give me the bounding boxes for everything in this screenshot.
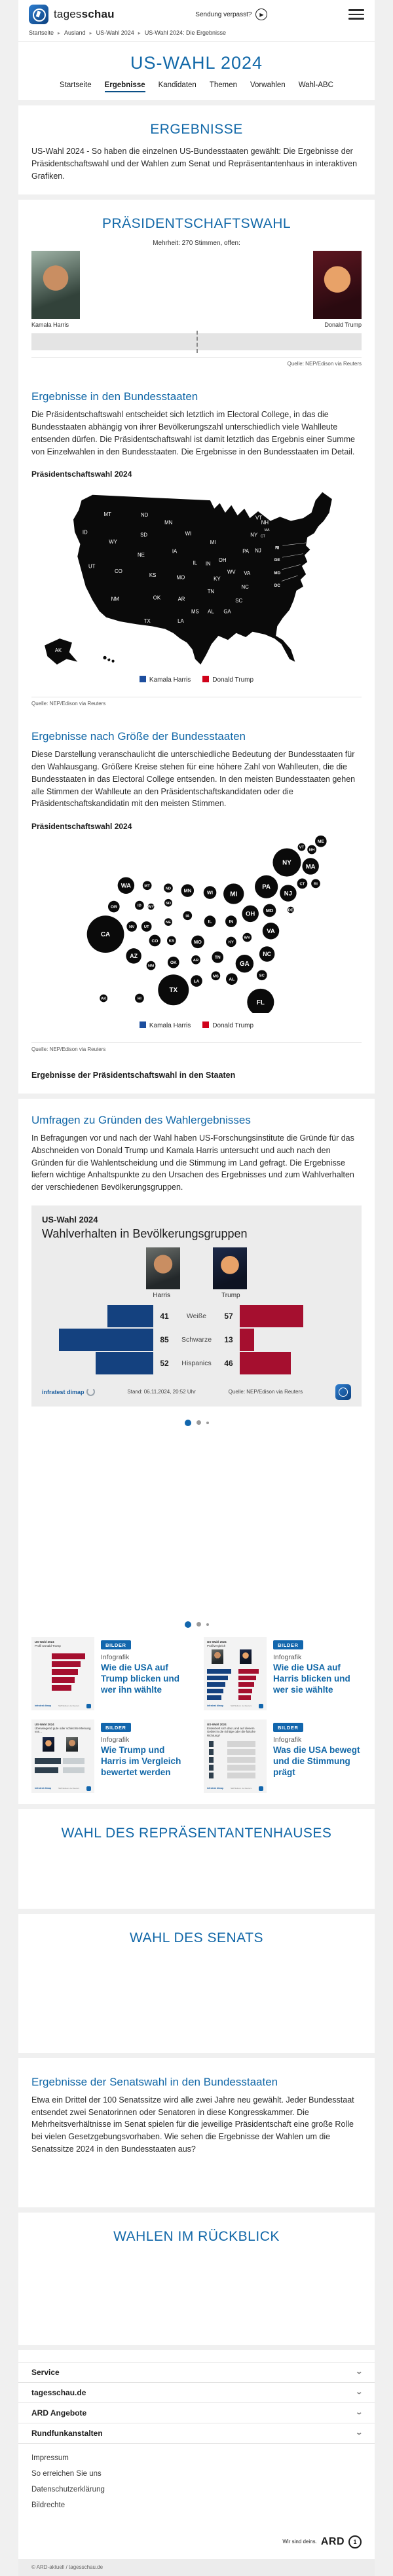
hamburger-icon[interactable] <box>348 9 364 20</box>
state-label-MS: MS <box>191 608 199 615</box>
teaser-thumbnail <box>204 1720 267 1793</box>
state-label-AL: AL <box>208 608 214 615</box>
state-label-NH: NH <box>261 519 269 526</box>
ergebnisse-title: ERGEBNISSE <box>150 122 243 137</box>
state-label-MN: MN <box>164 519 173 526</box>
bubble-legend <box>31 1016 362 1036</box>
breadcrumb-item[interactable]: Startseite <box>29 29 54 36</box>
thumb-logo-icon <box>86 1704 91 1708</box>
harris-mini-photo <box>146 1247 180 1289</box>
state-label-ND: ND <box>140 512 149 519</box>
teaser-body <box>273 1637 362 1710</box>
tab-ergebnisse[interactable]: Ergebnisse <box>105 81 145 92</box>
callout-DE: DE <box>274 558 280 563</box>
teaser-kicker: Infografik <box>273 1653 302 1661</box>
bubble-TN: TN <box>214 955 221 961</box>
legend-item: Donald Trump <box>202 676 253 684</box>
bubble-MN: MN <box>183 887 192 894</box>
chevron-down-icon: ⌄ <box>354 2409 363 2416</box>
bubble-OH: OH <box>246 910 255 918</box>
legend-item: Kamala Harris <box>140 676 191 684</box>
thumb-sketch <box>35 1736 91 1784</box>
teaser-body <box>273 1720 362 1793</box>
category-label: Weiße <box>186 1312 207 1320</box>
state-label-CA: CA <box>48 571 56 578</box>
bubble-DE: DE <box>288 908 293 913</box>
thumb-footer <box>35 1704 91 1708</box>
footer-accordion-label: Service <box>31 2367 60 2377</box>
state-label-MT: MT <box>103 511 111 518</box>
chevron-down-icon: ⌄ <box>354 2368 363 2376</box>
tab-kandidaten[interactable]: Kandidaten <box>158 81 196 89</box>
bubble-MI: MI <box>230 891 238 898</box>
teaser-body <box>101 1637 189 1710</box>
state-label-KS: KS <box>149 572 157 579</box>
bubble-MS: MS <box>212 974 219 979</box>
bubble-IL: IL <box>208 919 212 925</box>
harris-column-label: Harris <box>153 1291 171 1299</box>
us-map-silhouette <box>73 492 332 665</box>
breadcrumb-separator-icon: ▸ <box>58 29 61 36</box>
bubble-AL: AL <box>229 977 235 982</box>
bubble-MA: MA <box>305 863 316 871</box>
trump-bar <box>240 1329 351 1351</box>
state-label-UT: UT <box>88 563 96 570</box>
demographics-row <box>42 1352 351 1375</box>
state-label-SD: SD <box>140 532 148 538</box>
bubble-GA: GA <box>240 961 250 968</box>
state-label-KY: KY <box>214 576 221 582</box>
thumb-kicker: US-Wahl 2024 <box>35 1640 54 1644</box>
state-label-MI: MI <box>210 540 216 546</box>
thumb-kicker: US-Wahl 2024 <box>207 1640 227 1644</box>
bubble-TX: TX <box>169 987 178 995</box>
teaser-thumbnail <box>31 1720 94 1793</box>
trump-value: 57 <box>224 1311 233 1321</box>
tab-vorwahlen[interactable]: Vorwahlen <box>250 81 286 89</box>
teaser-thumbnail <box>31 1637 94 1710</box>
bubble-OR: OR <box>110 904 117 910</box>
trump-name: Donald Trump <box>324 322 362 329</box>
harris-value: 41 <box>160 1311 169 1321</box>
state-label-AK: AK <box>54 648 62 654</box>
page-title: US-WAHL 2024 <box>130 53 263 73</box>
legend-item: Donald Trump <box>202 1021 253 1029</box>
ard-logo-icon: 1 <box>348 2535 362 2548</box>
bubble-VA: VA <box>267 928 275 936</box>
bubble-UT: UT <box>143 925 149 929</box>
state-label-LA: LA <box>178 618 184 625</box>
bubble-WV: WV <box>244 936 251 940</box>
carousel-dot-3[interactable] <box>206 1422 209 1424</box>
bubble-FL: FL <box>256 999 265 1006</box>
trump-value: 46 <box>224 1358 233 1368</box>
teaser-grid <box>31 1637 362 1793</box>
play-icon[interactable]: ▶ <box>255 9 267 20</box>
thumb-title: Profilvergleich <box>207 1644 226 1647</box>
state-label-ID: ID <box>82 529 88 536</box>
infographic-source: Quelle: NEP/Edison via Reuters <box>228 1389 303 1395</box>
bubble-SC: SC <box>259 974 265 978</box>
bubble-RI: RI <box>314 882 318 887</box>
bubble-NH: NH <box>309 848 315 853</box>
ard-claim: Wir sind deins. <box>282 2539 317 2545</box>
thumb-kicker: US-Wahl 2024 <box>35 1722 54 1726</box>
us-bubble-map[interactable] <box>31 835 362 1016</box>
bubble-AK: AK <box>100 997 107 1001</box>
state-label-CO: CO <box>115 568 122 575</box>
teaser-card[interactable] <box>31 1637 189 1710</box>
state-label-IN: IN <box>205 561 211 567</box>
tagesschau-logo[interactable] <box>29 5 115 24</box>
carousel-dots-2[interactable] <box>31 1615 362 1634</box>
thumb-logo-icon <box>259 1704 263 1708</box>
map-source: Quelle: NEP/Edison via Reuters <box>31 701 106 707</box>
teaser-title[interactable]: Wie Trump und Harris im Vergleich bewertet werden <box>101 1744 181 1777</box>
thumb-logo-icon <box>86 1786 91 1791</box>
state-label-OR: OR <box>54 519 62 526</box>
footer-link[interactable]: So erreichen Sie uns <box>31 2469 102 2478</box>
bubble-CO: CO <box>151 938 159 944</box>
thumb-sketch <box>207 1649 263 1702</box>
legend-item: Kamala Harris <box>140 1021 191 1029</box>
legend-swatch <box>140 1021 146 1028</box>
sendung-verpasst-label: Sendung verpasst? <box>195 10 252 18</box>
harris-bar <box>42 1352 153 1374</box>
trump-column-label: Trump <box>221 1291 240 1299</box>
carousel-dot-2[interactable] <box>196 1622 201 1627</box>
state-label-HI: HI <box>107 654 113 661</box>
teaser-kicker: Infografik <box>273 1735 302 1744</box>
callout-DC: DC <box>274 583 280 589</box>
rueckblick-title: WAHLEN IM RÜCKBLICK <box>113 2228 280 2244</box>
demographics-row <box>42 1304 351 1328</box>
footer-links <box>18 2444 375 2513</box>
section-ergebnisse <box>18 105 375 194</box>
bubble-NC: NC <box>263 951 271 958</box>
state-label-IL: IL <box>193 560 198 566</box>
tagesschau-logo-icon <box>29 5 48 24</box>
legend-swatch <box>140 676 146 682</box>
state-label-WA: WA <box>62 499 71 506</box>
trump-mini-photo <box>213 1247 247 1289</box>
state-label-FL: FL <box>238 641 245 648</box>
bubble-CT: CT <box>299 882 305 887</box>
masthead <box>18 0 375 100</box>
state-label-MA: MA <box>264 528 270 533</box>
majority-label: Mehrheit: 270 Stimmen, offen: <box>153 240 240 248</box>
bubble-AZ: AZ <box>130 953 138 960</box>
repraesentantenhaus-title: WAHL DES REPRÄSENTANTENHAUSES <box>61 1825 332 1841</box>
thumb-sketch <box>207 1740 263 1785</box>
size-text: Diese Darstellung veranschaulicht die unterschiedliche Bedeutung der Bundesstaaten für den Wahlausgang. Größere Kreise stehen für eine höhere Zahl von Wahlleuten, die die Bundesstaaten in das Electoral College entsenden. In den meisten Bundesstaaten gehen alle Stimmen der Wahlleute an den Präsidentschaftskandidaten oder die Präsidentschaftskandidatin mit den meisten Stimmen. <box>31 750 356 809</box>
teaser-card[interactable] <box>204 1720 362 1793</box>
thumb-source: NEP/Edison via Reuters <box>230 1787 252 1790</box>
harris-photo <box>31 251 80 319</box>
bubble-source: Quelle: NEP/Edison via Reuters <box>31 1046 106 1052</box>
state-label-CT: CT <box>260 534 265 539</box>
state-label-VT: VT <box>255 515 263 521</box>
section-repraesentantenhaus <box>18 1809 375 1909</box>
bubble-KY: KY <box>228 940 234 945</box>
bubble-KS: KS <box>168 939 174 944</box>
thumb-footer <box>207 1704 263 1708</box>
thumb-source: NEP/Edison via Reuters <box>58 1704 80 1708</box>
callout-RI: RI <box>275 545 280 551</box>
breadcrumb-item[interactable]: Ausland <box>64 29 86 36</box>
state-label-MO: MO <box>176 574 185 581</box>
tab-bar <box>18 81 375 100</box>
size-heading: Ergebnisse nach Größe der Bundesstaaten <box>31 730 246 743</box>
thumb-kicker: US-Wahl 2024 <box>207 1722 227 1726</box>
infratest-ring-icon <box>86 1388 95 1396</box>
bubble-NY: NY <box>282 859 291 867</box>
thumb-title: Entwickelt sich das Land auf diesem Gebiet in die richtige oder die falsche Richtung? <box>207 1726 256 1738</box>
footer-accordion-rundfunkanstalten[interactable] <box>18 2423 375 2444</box>
carousel-dot-1[interactable] <box>185 1621 191 1628</box>
thumb-title: Profil Donald Trump <box>35 1644 61 1647</box>
section-rueckblick <box>18 2213 375 2345</box>
teaser-title[interactable]: Was die USA bewegt und die Stimmung prägt <box>273 1744 360 1777</box>
tagesschau-mini-logo <box>335 1384 351 1400</box>
tab-startseite[interactable]: Startseite <box>60 81 92 89</box>
section-praesidentschaftswahl <box>18 200 375 1094</box>
footer-accordion-label: Rundfunkanstalten <box>31 2428 103 2438</box>
trump-bar <box>240 1305 351 1327</box>
section-senat <box>18 1914 375 2053</box>
category-label: Hispanics <box>181 1359 212 1367</box>
bubble-PA: PA <box>262 883 271 891</box>
chevron-down-icon: ⌄ <box>354 2429 363 2437</box>
carousel-dots[interactable] <box>31 1413 362 1433</box>
state-label-SC: SC <box>235 598 243 604</box>
bubble-NJ: NJ <box>284 890 292 898</box>
footer-link[interactable]: Bildrechte <box>31 2501 66 2509</box>
states-heading: Ergebnisse in den Bundesstaaten <box>31 390 198 403</box>
teaser-kicker: Infografik <box>101 1735 130 1744</box>
section-senatswahl <box>18 2058 375 2207</box>
bubble-VT: VT <box>299 845 305 850</box>
infographic-title: Wahlverhalten in Bevölkerungsgruppen <box>42 1226 248 1240</box>
legend-swatch <box>202 1021 209 1028</box>
section-umfragen <box>18 1099 375 1804</box>
bubble-WY: WY <box>147 905 155 910</box>
thumb-footer <box>35 1786 91 1791</box>
teaser-card[interactable] <box>204 1637 362 1710</box>
bilder-badge: BILDER <box>101 1723 131 1732</box>
state-label-VA: VA <box>244 570 251 577</box>
footer-accordion-ardangebote[interactable] <box>18 2402 375 2423</box>
umfragen-heading: Umfragen zu Gründen des Wahlergebnisses <box>31 1114 251 1126</box>
carousel-dot-1[interactable] <box>185 1420 191 1426</box>
footer-accordions <box>18 2362 375 2444</box>
tagesschau-wordmark: tagesschau <box>54 8 115 20</box>
trump-photo <box>313 251 362 319</box>
bubble-IN: IN <box>229 919 234 925</box>
bilder-badge: BILDER <box>101 1640 131 1649</box>
state-label-NE: NE <box>137 552 145 559</box>
state-label-NM: NM <box>111 596 119 602</box>
senatswahl-text: Etwa ein Drittel der 100 Senatssitze wird alle zwei Jahre neu gewählt. Jeder Bundesstaat entsendet zwei Senatorinnen oder Senatoren in diese Kongresskammer. Die Mehrheitsverhältnisse im Senat spielen für die jeweilige Präsidentschaft eine große Rolle bei vielen Gesetzgebungsvorhaben. Wie sehen die Ergebnisse der Wahlen um die Senatssitze 2024 in den Bundesstaaten aus? <box>31 2095 354 2154</box>
bubble-HI: HI <box>137 997 141 1001</box>
bubble-ME: ME <box>317 839 324 845</box>
state-label-NV: NV <box>65 556 73 562</box>
harris-name: Kamala Harris <box>31 322 69 329</box>
map-legend <box>31 671 362 690</box>
state-label-NY: NY <box>250 532 258 538</box>
bubble-MD: MD <box>265 908 274 914</box>
bubble-NV: NV <box>129 925 135 929</box>
footer-link[interactable]: Impressum <box>31 2454 69 2462</box>
state-label-OK: OK <box>153 595 161 601</box>
electoral-race-bar <box>31 333 362 350</box>
footer-accordion-label: ARD Angebote <box>31 2408 87 2418</box>
carousel-dot-3[interactable] <box>206 1623 209 1626</box>
states-result-caption[interactable]: Ergebnisse der Präsidentschaftswahl in den Staaten <box>31 1071 236 1080</box>
footer-accordion-label: tagesschau.de <box>31 2387 86 2397</box>
bubble-MO: MO <box>194 938 202 945</box>
bubble-label: Präsidentschaftswahl 2024 <box>31 822 132 831</box>
trump-bar <box>240 1352 351 1374</box>
infographic-wahlverhalten[interactable] <box>31 1205 362 1407</box>
thumb-provider: infratest dimap <box>35 1704 52 1708</box>
footer <box>18 2350 375 2576</box>
harris-bar <box>42 1329 153 1351</box>
state-label-GA: GA <box>223 608 231 615</box>
bubble-OK: OK <box>170 961 177 966</box>
harris-value: 52 <box>160 1358 169 1368</box>
thumb-provider: infratest dimap <box>207 1787 224 1790</box>
senat-title: WAHL DES SENATS <box>130 1930 263 1945</box>
thumb-source: NEP/Edison via Reuters <box>230 1704 252 1708</box>
thumb-footer <box>207 1786 263 1791</box>
bubble-SD: SD <box>165 901 172 906</box>
breadcrumb-item[interactable]: US-Wahl 2024: Die Ergebnisse <box>144 29 227 36</box>
copyright: © ARD-aktuell / tagesschau.de <box>18 2559 375 2576</box>
demographics-chart <box>42 1304 351 1375</box>
state-label-WY: WY <box>109 539 117 545</box>
footer-accordion-tagesschaude[interactable] <box>18 2382 375 2402</box>
infratest-dimap-logo: infratest dimap <box>42 1388 95 1396</box>
category-label: Schwarze <box>181 1335 212 1344</box>
state-label-ME: ME <box>269 506 277 512</box>
bubble-CA: CA <box>101 931 111 939</box>
bubble-WI: WI <box>207 889 214 896</box>
ergebnisse-text: US-Wahl 2024 - So haben die einzelnen US-Bundesstaaten gewählt: Die Ergebnisse der Präsidentschaftswahl und der Wahlen zum Senat und Repräsentantenhaus in interaktiven Grafiken. <box>31 147 358 181</box>
breadcrumb <box>18 26 375 42</box>
umfragen-text: In Befragungen vor und nach der Wahl haben US-Forschungsinstitute die Gründe für das Abschneiden von Donald Trump und Kamala Harris untersucht und auch nach den Gründen für die Wahlentscheidung und die Stimmung im Land gefragt. Die Ergebnisse liefern wichtige Anhaltspunkte zu den Ursachen des Ergebnisses und zum Wahlverhalten der verschiedenen Bevölkerungsgruppen. <box>31 1133 354 1192</box>
map-label: Präsidentschaftswahl 2024 <box>31 469 132 479</box>
demographics-row <box>42 1328 351 1352</box>
bubble-LA: LA <box>193 979 200 984</box>
state-label-NJ: NJ <box>255 547 261 554</box>
thumb-logo-icon <box>259 1786 263 1791</box>
ard-wordmark: ARD <box>320 2535 345 2547</box>
state-label-WI: WI <box>185 530 192 537</box>
tab-wahl-abc[interactable]: Wahl-ABC <box>298 81 333 89</box>
bubble-IA: IA <box>185 914 190 919</box>
teaser-thumbnail <box>204 1637 267 1710</box>
bubble-NE: NE <box>165 921 172 925</box>
thumb-provider: infratest dimap <box>207 1704 224 1708</box>
state-label-AZ: AZ <box>83 595 90 601</box>
teaser-card[interactable] <box>31 1720 189 1793</box>
state-label-OH: OH <box>218 557 227 564</box>
trump-value: 13 <box>224 1334 233 1344</box>
footer-link[interactable]: Datenschutzerklärung <box>31 2485 105 2493</box>
tab-themen[interactable]: Themen <box>209 81 237 89</box>
state-label-IA: IA <box>172 548 178 555</box>
stand-label: Stand: 06.11.2024, 20:52 Uhr <box>127 1389 196 1395</box>
bubble-NM: NM <box>147 964 155 968</box>
carousel-dot-2[interactable] <box>196 1420 201 1425</box>
bubble-ND: ND <box>165 887 172 891</box>
bubble-MT: MT <box>144 884 150 889</box>
harris-bar <box>42 1305 153 1327</box>
praesident-title: PRÄSIDENTSCHAFTSWAHL <box>102 216 291 232</box>
bilder-badge: BILDER <box>273 1723 303 1732</box>
us-states-map[interactable] <box>31 483 362 671</box>
sendung-verpasst-link[interactable] <box>195 9 267 20</box>
majority-threshold-marker <box>196 331 198 353</box>
chevron-down-icon: ⌄ <box>354 2389 363 2396</box>
bilder-badge: BILDER <box>273 1640 303 1649</box>
state-label-TN: TN <box>207 589 215 595</box>
states-text: Die Präsidentschaftswahl entscheidet sich letztlich im Electoral College, in das die Bundesstaaten abhängig von ihrer Bevölkerungszahl unterschiedlich viele Wahlleute entsenden dürfen. Die Präsidentschaftswahl ist damit letztlich das Ergebnis einer Summe von Einzelwahlen in den Bundesstaaten. Die Ergebnisse in den Bundesstaaten im Detail. <box>31 410 356 456</box>
thumb-sketch <box>35 1649 91 1702</box>
state-label-AR: AR <box>178 596 185 602</box>
breadcrumb-separator-icon: ▸ <box>138 29 141 36</box>
state-label-PA: PA <box>242 548 250 555</box>
breadcrumb-item[interactable]: US-Wahl 2024 <box>96 29 134 36</box>
thumb-source: NEP/Edison via Reuters <box>58 1787 80 1790</box>
breadcrumb-separator-icon: ▸ <box>89 29 92 36</box>
harris-value: 85 <box>160 1334 169 1344</box>
bubble-AR: AR <box>193 958 199 963</box>
carousel-empty-slide <box>31 1433 362 1615</box>
state-label-TX: TX <box>143 618 151 625</box>
footer-accordion-service[interactable] <box>18 2362 375 2382</box>
bubble-WA: WA <box>121 882 132 890</box>
state-label-WV: WV <box>227 569 236 576</box>
bubble-ID: ID <box>137 904 141 908</box>
source-note: Quelle: NEP/Edison via Reuters <box>287 361 362 367</box>
infographic-kicker: US-Wahl 2024 <box>42 1214 98 1224</box>
teaser-kicker: Infografik <box>101 1653 130 1661</box>
senatswahl-heading: Ergebnisse der Senatswahl in den Bundesstaaten <box>31 2075 278 2088</box>
teaser-body <box>101 1720 189 1793</box>
thumb-provider: infratest dimap <box>35 1787 52 1790</box>
teaser-title[interactable]: Wie die USA auf Trump blicken und wer ihn wählte <box>101 1662 180 1695</box>
legend-swatch <box>202 676 209 682</box>
state-label-NC: NC <box>241 584 249 591</box>
callout-MD: MD <box>274 571 281 576</box>
teaser-title[interactable]: Wie die USA auf Harris blicken und wer sie wählte <box>273 1662 350 1695</box>
thumb-title: Überwiegend gute oder schlechte Meinung von... <box>35 1726 91 1734</box>
